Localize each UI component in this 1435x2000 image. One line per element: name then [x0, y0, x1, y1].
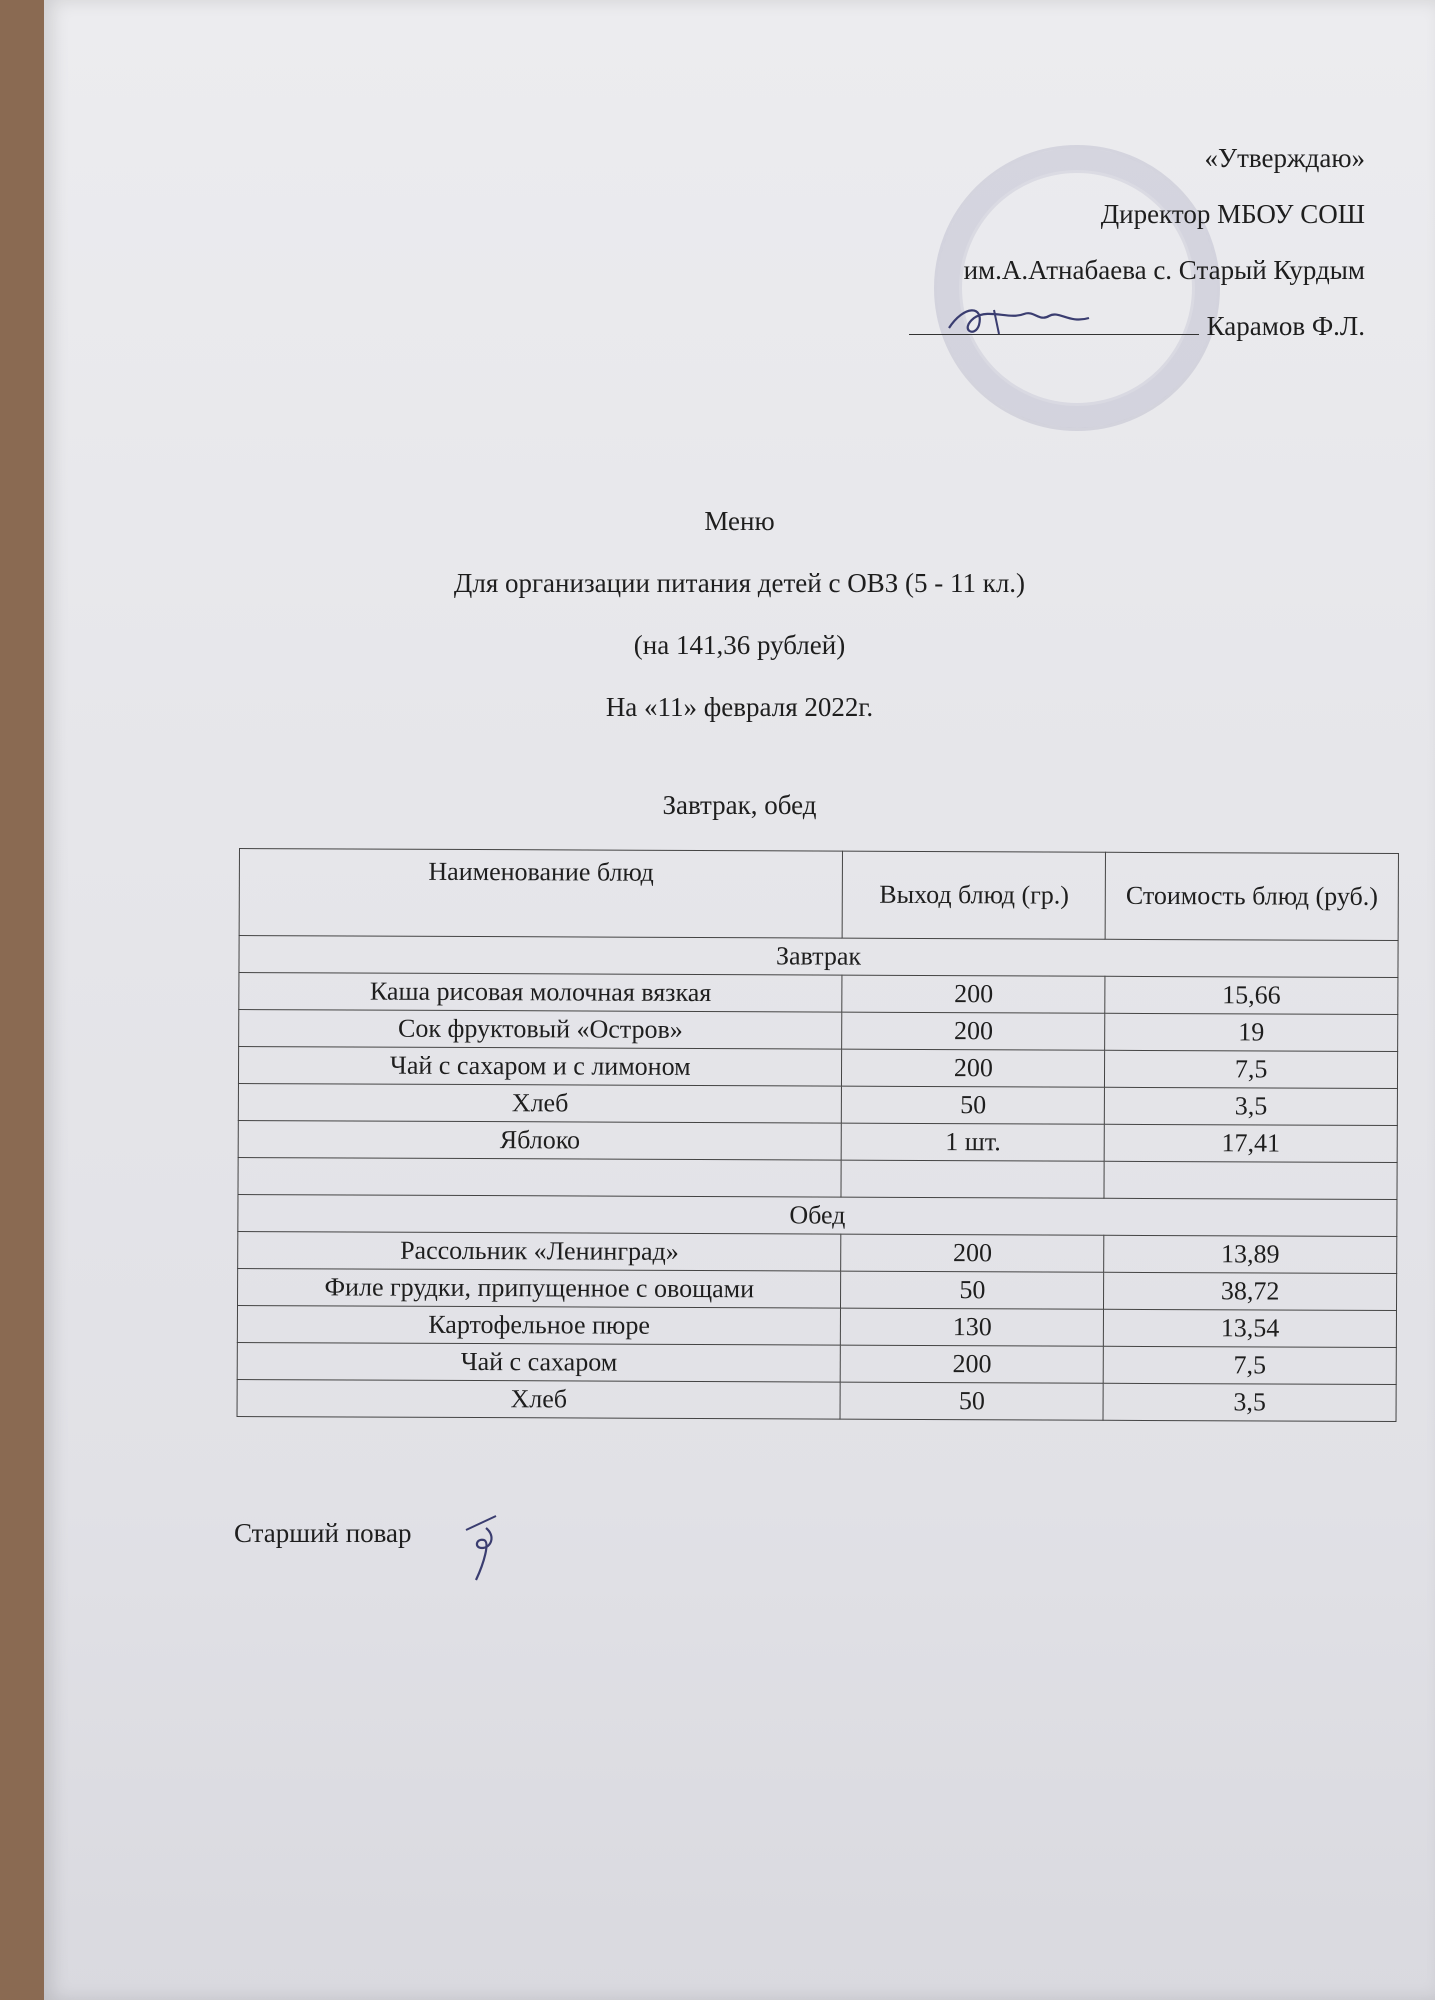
approval-position: Директор МБОУ СОШ [1100, 199, 1365, 229]
menu-table [237, 848, 1399, 1422]
dish-price: 3,5 [1105, 1087, 1398, 1125]
dish-name [238, 1157, 842, 1197]
dish-price: 7,5 [1105, 1050, 1398, 1088]
menu-title: Меню [704, 506, 775, 536]
dish-weight: 50 [840, 1382, 1103, 1420]
dish-weight: 50 [841, 1271, 1104, 1309]
dish-weight: 1 шт. [842, 1123, 1105, 1161]
director-name: Карамов Ф.Л. [1206, 311, 1365, 341]
dish-weight: 130 [841, 1308, 1104, 1346]
dish-weight: 50 [842, 1086, 1105, 1124]
section-title: Завтрак, обед [662, 790, 817, 820]
table-row-empty [238, 1157, 1397, 1199]
table-row [238, 1084, 1397, 1126]
lunch-section-row [238, 1194, 1397, 1236]
dish-name: Картофельное пюре [237, 1305, 841, 1345]
dish-price: 19 [1105, 1013, 1398, 1051]
approval-heading: «Утверждаю» [1204, 143, 1365, 173]
table-row [237, 1342, 1396, 1384]
table-row [238, 1268, 1397, 1310]
menu-budget: (на 141,36 рублей) [633, 630, 846, 660]
table-row [237, 1379, 1396, 1421]
dish-weight: 200 [842, 1049, 1105, 1087]
table-row [239, 1010, 1398, 1052]
dish-name: Рассольник «Ленинград» [238, 1231, 842, 1271]
dish-weight: 200 [842, 975, 1105, 1013]
table-header-row [239, 849, 1398, 941]
dish-name: Хлеб [237, 1379, 841, 1419]
dish-price: 13,89 [1104, 1235, 1397, 1273]
menu-purpose: Для организации питания детей с ОВЗ (5 - 11 кл.) [453, 568, 1026, 598]
approval-school: им.А.Атнабаева с. Старый Курдым [963, 255, 1365, 285]
dish-price: 15,66 [1105, 976, 1398, 1014]
lunch-label: Обед [238, 1194, 1397, 1236]
table-row [238, 1231, 1397, 1273]
header-weight: Выход блюд (гр.) [843, 851, 1106, 939]
header-dish-name: Наименование блюд [239, 849, 843, 939]
dish-weight: 200 [841, 1234, 1104, 1272]
title-block [44, 490, 1435, 738]
director-signature [909, 304, 1199, 335]
dish-name: Каша рисовая молочная вязкая [239, 973, 843, 1013]
table-row [238, 1120, 1397, 1162]
breakfast-label: Завтрак [239, 936, 1398, 978]
table-row [238, 1047, 1397, 1089]
dish-weight [841, 1160, 1104, 1198]
dish-price: 13,54 [1104, 1309, 1397, 1347]
menu-date: На «11» февраля 2022г. [605, 692, 874, 722]
dish-name: Чай с сахаром [237, 1342, 841, 1382]
cook-signature-block [234, 1518, 412, 1549]
cook-signature [456, 1508, 506, 1588]
dish-name: Чай с сахаром и с лимоном [238, 1047, 842, 1087]
table-row [239, 973, 1398, 1015]
cook-label: Старший повар [234, 1518, 412, 1548]
document-page [44, 0, 1435, 2000]
dish-price: 17,41 [1104, 1124, 1397, 1162]
breakfast-section-row [239, 936, 1398, 978]
dish-price: 3,5 [1103, 1383, 1396, 1421]
dish-price [1104, 1161, 1397, 1199]
dish-weight: 200 [841, 1345, 1104, 1383]
dish-name: Хлеб [238, 1084, 842, 1124]
header-price: Стоимость блюд (руб.) [1105, 852, 1398, 940]
dish-price: 38,72 [1104, 1272, 1397, 1310]
dish-weight: 200 [842, 1012, 1105, 1050]
approval-block [909, 130, 1365, 354]
approval-signature-line [909, 298, 1365, 354]
dish-name: Яблоко [238, 1120, 842, 1160]
dish-name: Сок фруктовый «Остров» [239, 1010, 843, 1050]
dish-price: 7,5 [1103, 1346, 1396, 1384]
table-row [237, 1305, 1396, 1347]
dish-name: Филе грудки, припущенное с овощами [238, 1268, 842, 1308]
